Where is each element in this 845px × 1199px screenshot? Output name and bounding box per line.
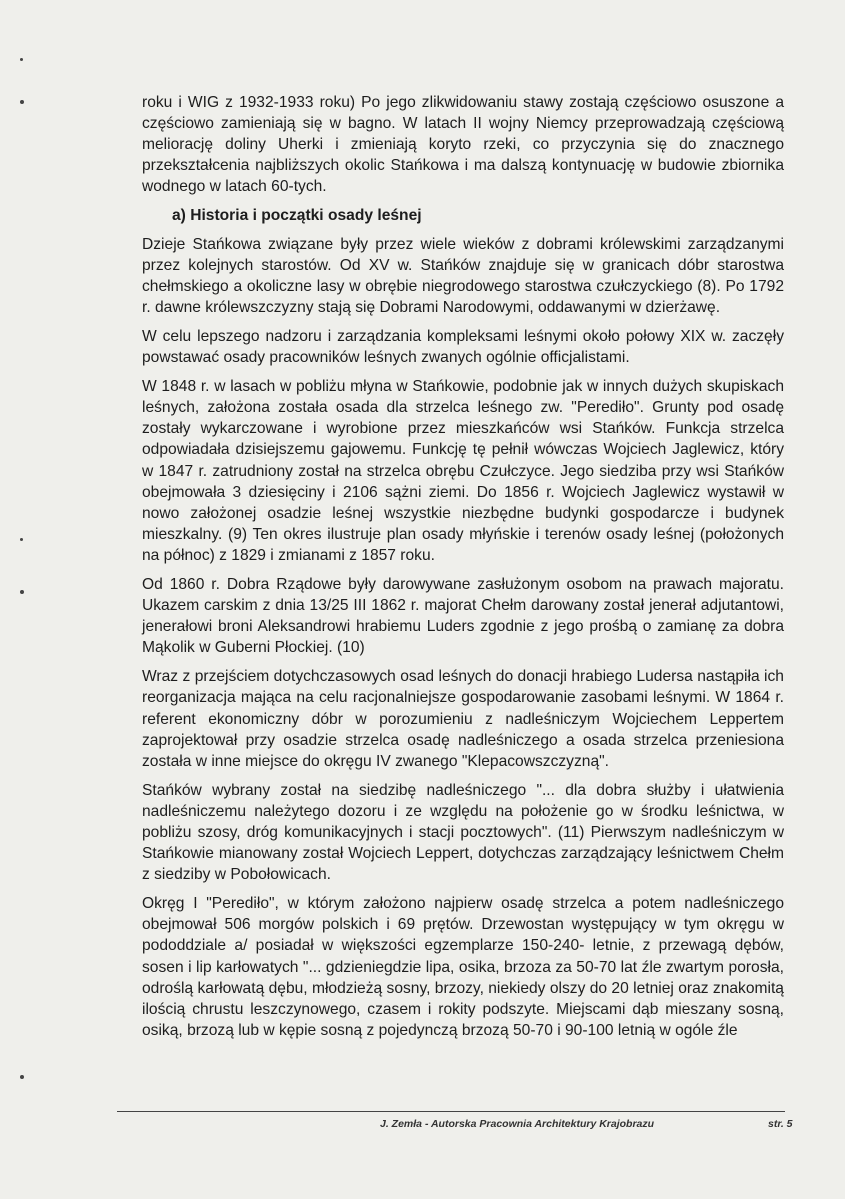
footer-divider	[117, 1111, 785, 1112]
margin-mark	[20, 58, 23, 61]
section-heading: a) Historia i początki osady leśnej	[172, 207, 422, 225]
paragraph: Stańków wybrany został na siedzibę nadleśniczego "... dla dobra służby i ułatwienia nadleśniczemu należytego dozoru i ze względu na położenie go w środku leśnictwa, w pobliżu szosy, dróg komunikacyjnych i stacji pocztowych". (11) Pierwszym nadleśniczym w Stańkowie mianowany został Wojciech Leppert, dotychczas zarządzający leśnictwem Chełm z siedziby w Pobołowicach.	[142, 781, 784, 884]
footer-author: J. Zemła - Autorska Pracownia Architektury Krajobrazu	[380, 1118, 655, 1130]
document-body	[142, 92, 784, 1049]
margin-mark	[20, 1075, 24, 1079]
paragraph: W celu lepszego nadzoru i zarządzania kompleksami leśnymi około połowy XIX w. zaczęły powstawać osady pracowników leśnych zwanych ogólnie officjalistami.	[142, 327, 784, 367]
paragraph: Od 1860 r. Dobra Rządowe były darowywane zasłużonym osobom na prawach majoratu. Ukazem carskim z dnia 13/25 III 1862 r. majorat Chełm darowany został jenerał adjutantowi, jenerałowi broni Aleksandrowi hrabiemu Luders zgodnie z jego prośbą o zamianę za dobra Mąkolik w Guberni Płockiej. (10)	[142, 575, 784, 657]
margin-mark	[20, 590, 24, 594]
paragraph: W 1848 r. w lasach w pobliżu młyna w Stańkowie, podobnie jak w innych dużych skupiskach leśnych, założona została osada dla strzelca leśnego zw. "Perediło". Grunty pod osadę zostały wykarczowane i wyrobione przez mieszkańców wsi Stańków. Funkcja strzelca odpowiadała dzisiejszemu gajowemu. Funkcję tę pełnił wówczas Wojciech Jaglewicz, który w 1847 r. zatrudniony został na strzelca obrębu Czułczyce. Jego siedziba przy wsi Stańków obejmowała 3 dziesięciny i 2106 sążni ziemi. Do 1856 r. Wojciech Jaglewicz wystawił w nowo założonej osadzie leśnej wszystkie niezbędne budynki gospodarcze i budynek mieszkalny. (9) Ten okres ilustruje plan osady młyńskie i terenów osady leśnej (położonych na północ) z 1829 i zmianami z 1857 roku.	[142, 378, 784, 564]
paragraph: Wraz z przejściem dotychczasowych osad leśnych do donacji hrabiego Ludersa nastąpiła ich reorganizacja mająca na celu racjonalniejsze gospodarowanie zasobami leśnymi. W 1864 r. referent ekonomiczny dóbr w porozumieniu z nadleśniczym Wojciechem Leppertem zaprojektował przy osadzie strzelca osadę nadleśniczego a osada strzelca przeniesiona została w inne miejsce do okręgu IV zwanego "Klepacowszczyzną".	[142, 668, 784, 770]
paragraph-intro: roku i WIG z 1932-1933 roku) Po jego zlikwidowaniu stawy zostają częściowo osuszone a częściowo zamieniają się w bagno. W latach II wojny Niemcy przeprowadzają częściową meliorację doliny Uherki i zmieniają koryto rzeki, co przyczynia się do znacznego przekształcenia najbliższych okolic Stańkowa i ma dalszą kontynuację w budowie zbiornika wodnego w latach 60-tych.	[142, 94, 784, 196]
paragraph: Dzieje Stańkowa związane były przez wiele wieków z dobrami królewskimi zarządzanymi przez kolejnych starostów. Od XV w. Stańków znajduje się w granicach dóbr starostwa chełmskiego a okoliczne lasy w obrębie niegrodowego starostwa czułczyckiego (8). Po 1792 r. dawne królewszczyzny stają się Dobrami Narodowymi, oddawanymi w dzierżawę.	[142, 235, 784, 316]
page-number: str. 5	[768, 1118, 793, 1130]
margin-mark	[20, 100, 24, 104]
margin-mark	[20, 538, 23, 541]
paragraph: Okręg I "Perediło", w którym założono najpierw osadę strzelca a potem nadleśniczego obejmował 506 morgów polskich i 69 prętów. Drzewostan występujący w tym okręgu w pododdziale a/ posiadał w większości egzemplarze 150-240- letnie, z przewagą dębów, sosen i lip karłowatych "... gdzieniegdzie lipa, osika, brzoza za 50-70 lat źle zwartym porosła, odroślą karłowatą dębu, młodzieżą sosny, brzozy, niekiedy olszy do 20 letniej oraz znakomitą ilością chrustu leszczynowego, czasem i rokity podszyte. Miejscami dąb mieszany sosną, osiką, brzozą lub w kępie sosną z pojedynczą brzozą 50-70 i 90-100 letnią w ogóle źle	[142, 895, 784, 1039]
